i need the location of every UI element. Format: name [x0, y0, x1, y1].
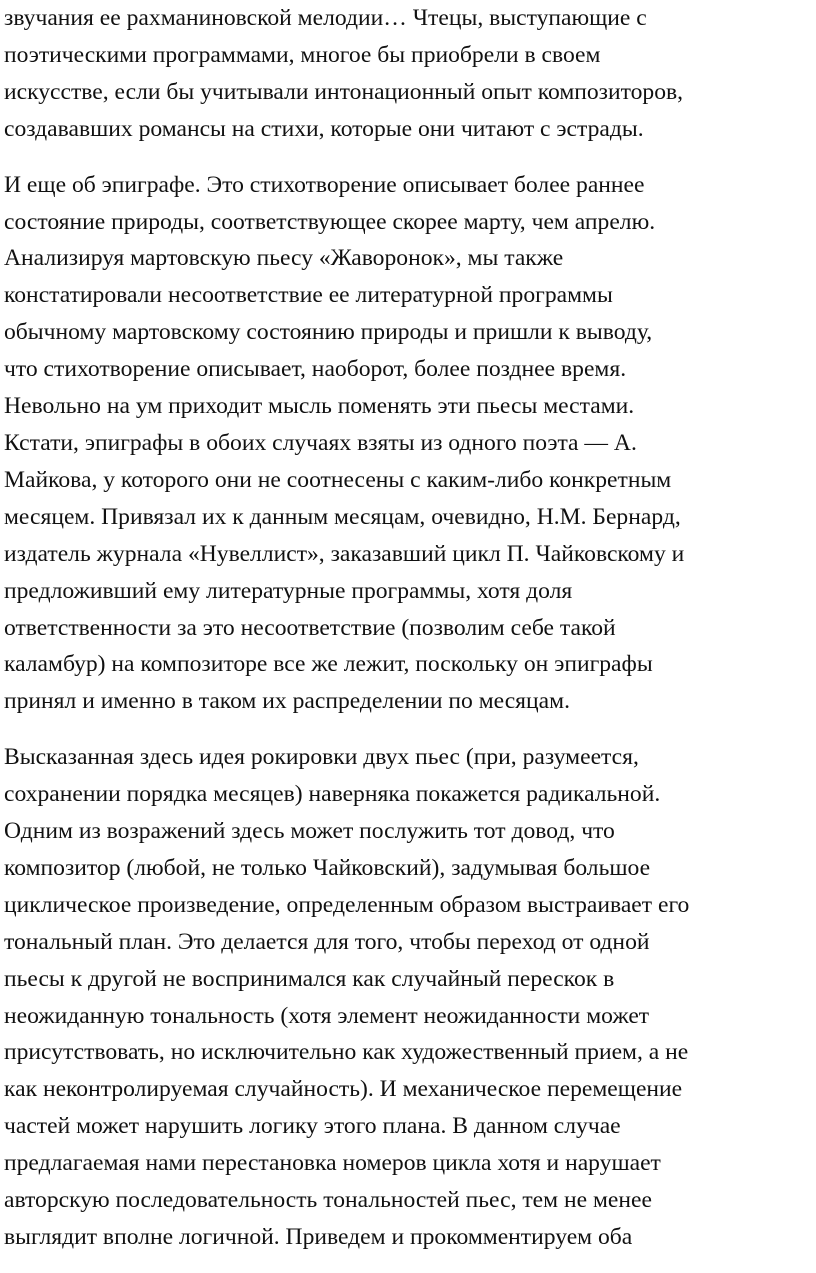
text-line: Высказанная здесь идея рокировки двух пьес (при, разумеется,: [4, 744, 639, 771]
text-line: звучания ее рахманиновской мелодии… Чтецы, выступающие с: [4, 5, 647, 31]
text-line: предложивший ему литературные программы, хотя доля: [4, 577, 573, 604]
text-line: выглядит вполне логичной. Приведем и прокомментируем оба: [4, 1224, 633, 1250]
paragraph-1: [4, 0, 816, 148]
text-line: создававших романсы на стихи, которые они читают с эстрады.: [4, 115, 644, 142]
text-line: каламбур) на композиторе все же лежит, поскольку он эпиграфы: [4, 651, 653, 678]
text-line: обычному мартовскому состоянию природы и пришли к выводу,: [4, 319, 653, 346]
text-line: композитор (любой, не только Чайковский), задумывая большое: [4, 854, 651, 881]
text-line: Майкова, у которого они не соотнесены с каким-либо конкретным: [4, 466, 672, 493]
text-line: И еще об эпиграфе. Это стихотворение описывает более раннее: [4, 171, 645, 198]
text-line: Одним из возражений здесь может послужить тот довод, что: [4, 818, 615, 845]
text-line: что стихотворение описывает, наоборот, более позднее время.: [4, 356, 627, 383]
text-line: принял и именно в таком их распределении по месяцам.: [4, 688, 570, 715]
paragraph-2: [4, 167, 816, 721]
text-line: состояние природы, соответствующее скорее марту, чем апрелю.: [4, 208, 656, 235]
text-line: циклическое произведение, определенным образом выстраивает его: [4, 891, 690, 918]
text-line: как неконтролируемая случайность). И механическое перемещение: [4, 1076, 683, 1103]
text-line: месяцем. Привязал их к данным месяцам, очевидно, Н.М. Бернард,: [4, 503, 681, 530]
text-line: пьесы к другой не воспринимался как случайный перескок в: [4, 965, 615, 992]
text-line: ответственности за это несоответствие (позволим себе такой: [4, 614, 616, 641]
text-line: тональный план. Это делается для того, чтобы переход от одной: [4, 928, 650, 955]
text-line: авторскую последовательность тональностей пьес, тем не менее: [4, 1187, 652, 1214]
text-line: предлагаемая нами перестановка номеров цикла хотя и нарушает: [4, 1150, 661, 1177]
text-line: частей может нарушить логику этого плана. В данном случае: [4, 1113, 621, 1140]
paragraph-3: [4, 739, 816, 1256]
text-line: искусстве, если бы учитывали интонационный опыт композиторов,: [4, 78, 684, 105]
text-line: сохранении порядка месяцев) наверняка покажется радикальной.: [4, 781, 661, 808]
text-line: поэтическими программами, многое бы приобрели в своем: [4, 41, 601, 68]
text-line: Анализируя мартовскую пьесу «Жаворонок», мы также: [4, 245, 564, 272]
text-line: издатель журнала «Нувеллист», заказавший цикл П. Чайковскому и: [4, 540, 685, 567]
text-line: неожиданную тональность (хотя элемент неожиданности может: [4, 1002, 650, 1029]
text-line: Кстати, эпиграфы в обоих случаях взяты из одного поэта — А.: [4, 429, 637, 456]
text-line: Невольно на ум приходит мысль поменять эти пьесы местами.: [4, 393, 635, 420]
text-line: констатировали несоответствие ее литературной программы: [4, 282, 613, 309]
text-line: присутствовать, но исключительно как художественный прием, а не: [4, 1039, 689, 1066]
